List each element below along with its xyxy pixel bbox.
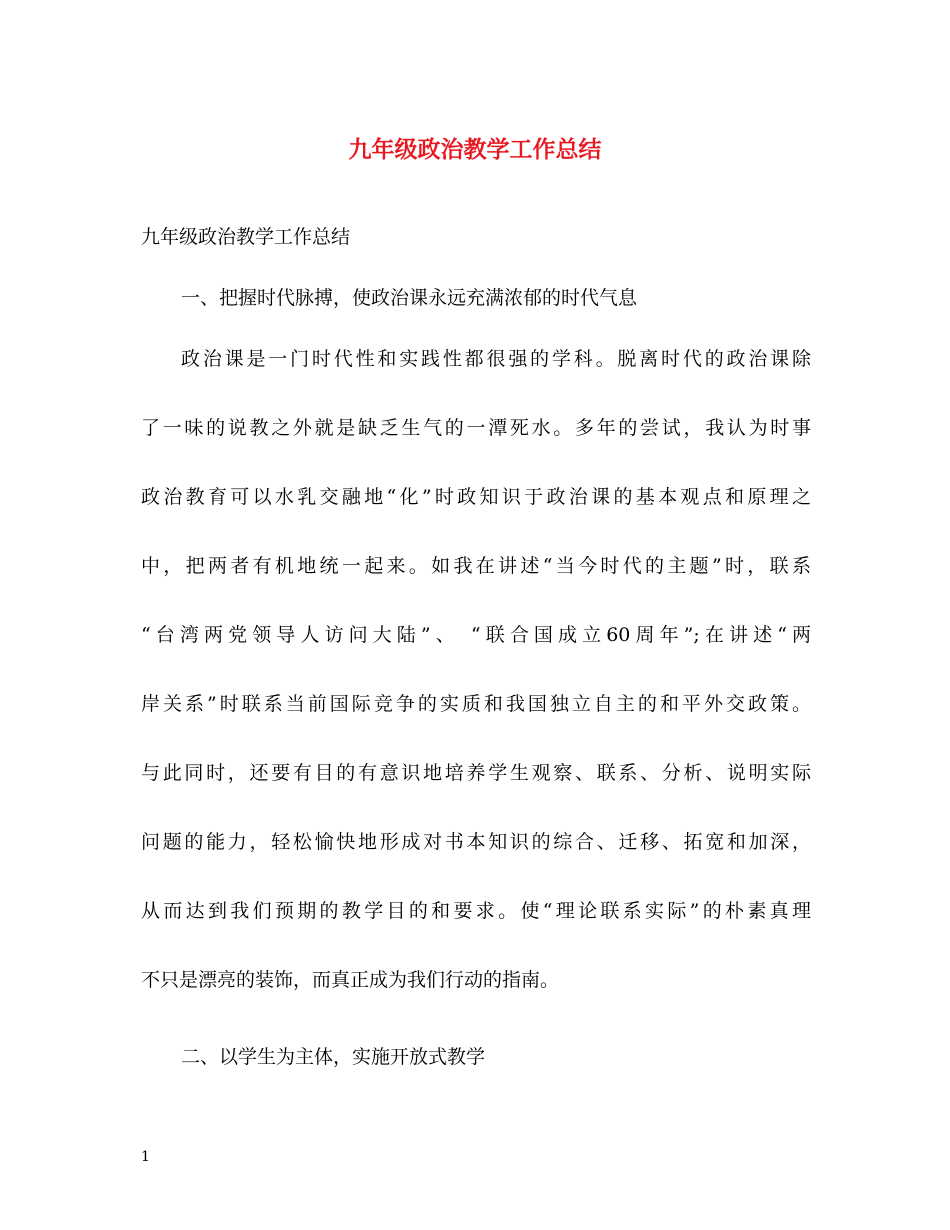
paragraph-line: “台湾两党领导人访问大陆”、 “联合国成立60周年”;在讲述“两 <box>141 624 811 646</box>
page-title: 九年级政治教学工作总结 <box>348 136 602 163</box>
paragraph-line: 与此同时，还要有目的有意识地培养学生观察、联系、分析、说明实际 <box>141 762 811 784</box>
paragraph-1 <box>141 344 811 1034</box>
page-number: 1 <box>141 1149 150 1165</box>
paragraph-line: 政治课是一门时代性和实践性都很强的学科。脱离时代的政治课除 <box>181 348 811 370</box>
paragraph-line: 不只是漂亮的装饰，而真正成为我们行动的指南。 <box>141 969 560 991</box>
section-heading-2: 二、以学生为主体，实施开放式教学 <box>181 1046 486 1068</box>
paragraph-line: 从而达到我们预期的教学目的和要求。使“理论联系实际”的朴素真理 <box>141 900 811 922</box>
paragraph-line: 问题的能力，轻松愉快地形成对书本知识的综合、迁移、拓宽和加深， <box>141 831 811 853</box>
paragraph-line: 政治教育可以水乳交融地“化”时政知识于政治课的基本观点和原理之 <box>141 486 811 508</box>
paragraph-line: 岸关系”时联系当前国际竞争的实质和我国独立自主的和平外交政策。 <box>141 693 811 715</box>
paragraph-line: 中，把两者有机地统一起来。如我在讲述“当今时代的主题”时，联系 <box>141 555 811 577</box>
section-heading-1: 一、把握时代脉搏，使政治课永远充满浓郁的时代气息 <box>181 287 638 309</box>
paragraph-line: 了一味的说教之外就是缺乏生气的一潭死水。多年的尝试，我认为时事 <box>141 417 811 439</box>
document-subtitle: 九年级政治教学工作总结 <box>141 226 351 248</box>
